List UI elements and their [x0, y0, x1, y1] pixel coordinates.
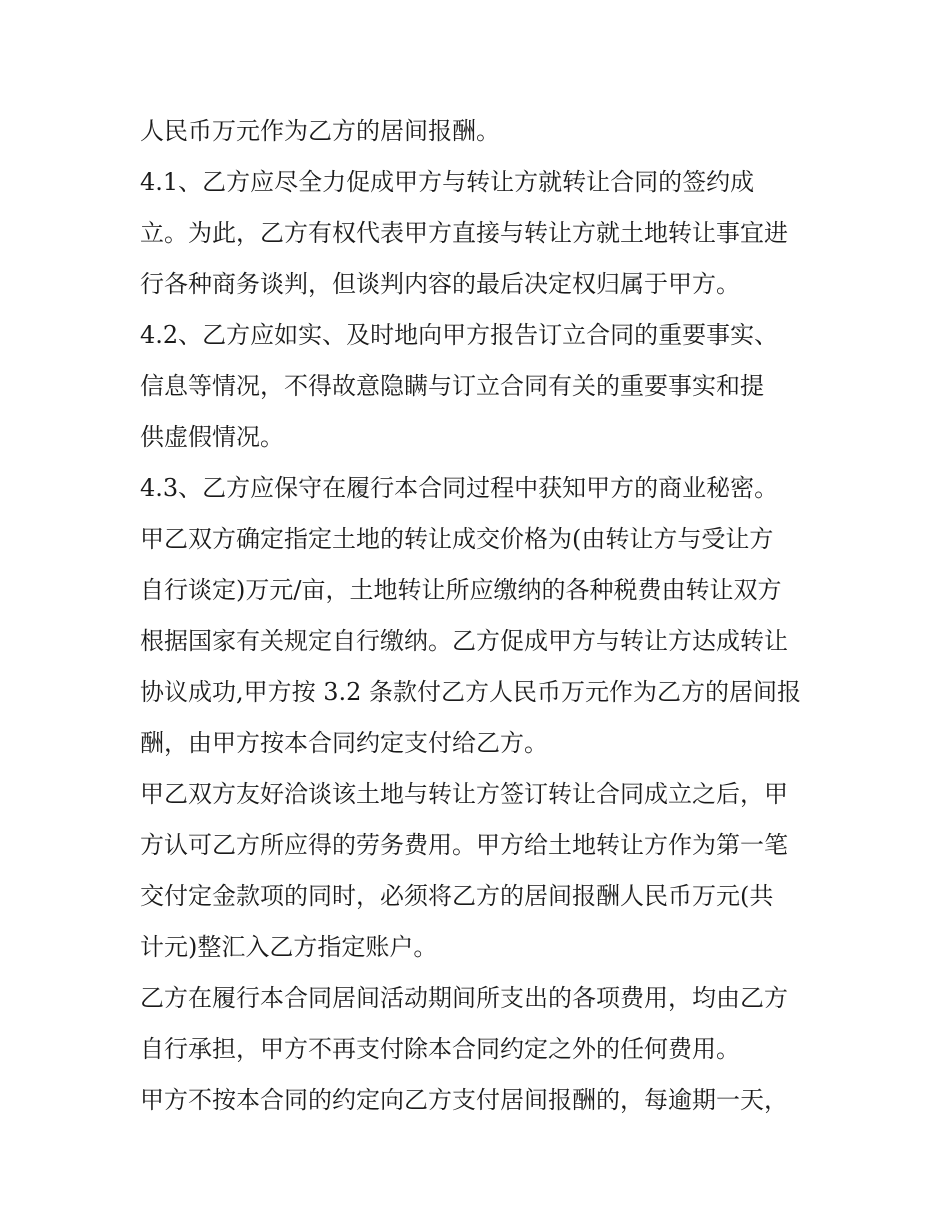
text-line: 自行谈定)万元/亩，土地转让所应缴纳的各种税费由转让双方: [140, 576, 782, 604]
text-line: 根据国家有关规定自行缴纳。乙方促成甲方与转让方达成转让: [140, 627, 788, 655]
text-line: 酬，由甲方按本合同约定支付给乙方。: [140, 729, 548, 757]
text-line: 乙方在履行本合同居间活动期间所支出的各项费用，均由乙方: [140, 984, 788, 1012]
text-line: 供虚假情况。: [140, 423, 284, 451]
text-line: 计元)整汇入乙方指定账户。: [140, 933, 438, 961]
text-line: 协议成功,甲方按 3.2 条款付乙方人民币万元作为乙方的居间报: [140, 678, 802, 706]
text-line: 方认可乙方所应得的劳务费用。甲方给土地转让方作为第一笔: [140, 831, 788, 859]
text-line: 4.2、乙方应如实、及时地向甲方报告订立合同的重要事实、: [140, 321, 779, 349]
text-line: 甲乙双方确定指定土地的转让成交价格为(由转让方与受让方: [140, 525, 774, 553]
text-line: 甲乙双方友好洽谈该土地与转让方签订转让合同成立之后，甲: [140, 780, 788, 808]
text-line: 信息等情况，不得故意隐瞒与订立合同有关的重要事实和提: [140, 372, 764, 400]
text-line: 4.3、乙方应保守在履行本合同过程中获知甲方的商业秘密。: [140, 474, 779, 502]
text-line: 甲方不按本合同的约定向乙方支付居间报酬的，每逾期一天，: [140, 1086, 788, 1114]
text-line: 自行承担，甲方不再支付除本合同约定之外的任何费用。: [140, 1035, 740, 1063]
text-line: 立。为此，乙方有权代表甲方直接与转让方就土地转让事宜进: [140, 219, 788, 247]
text-line: 交付定金款项的同时，必须将乙方的居间报酬人民币万元(共: [140, 882, 774, 910]
text-line: 行各种商务谈判，但谈判内容的最后决定权归属于甲方。: [140, 270, 740, 298]
text-line: 人民币万元作为乙方的居间报酬。: [140, 117, 500, 145]
contract-text-block: [140, 106, 830, 1126]
text-line: 4.1、乙方应尽全力促成甲方与转让方就转让合同的签约成: [140, 168, 755, 196]
